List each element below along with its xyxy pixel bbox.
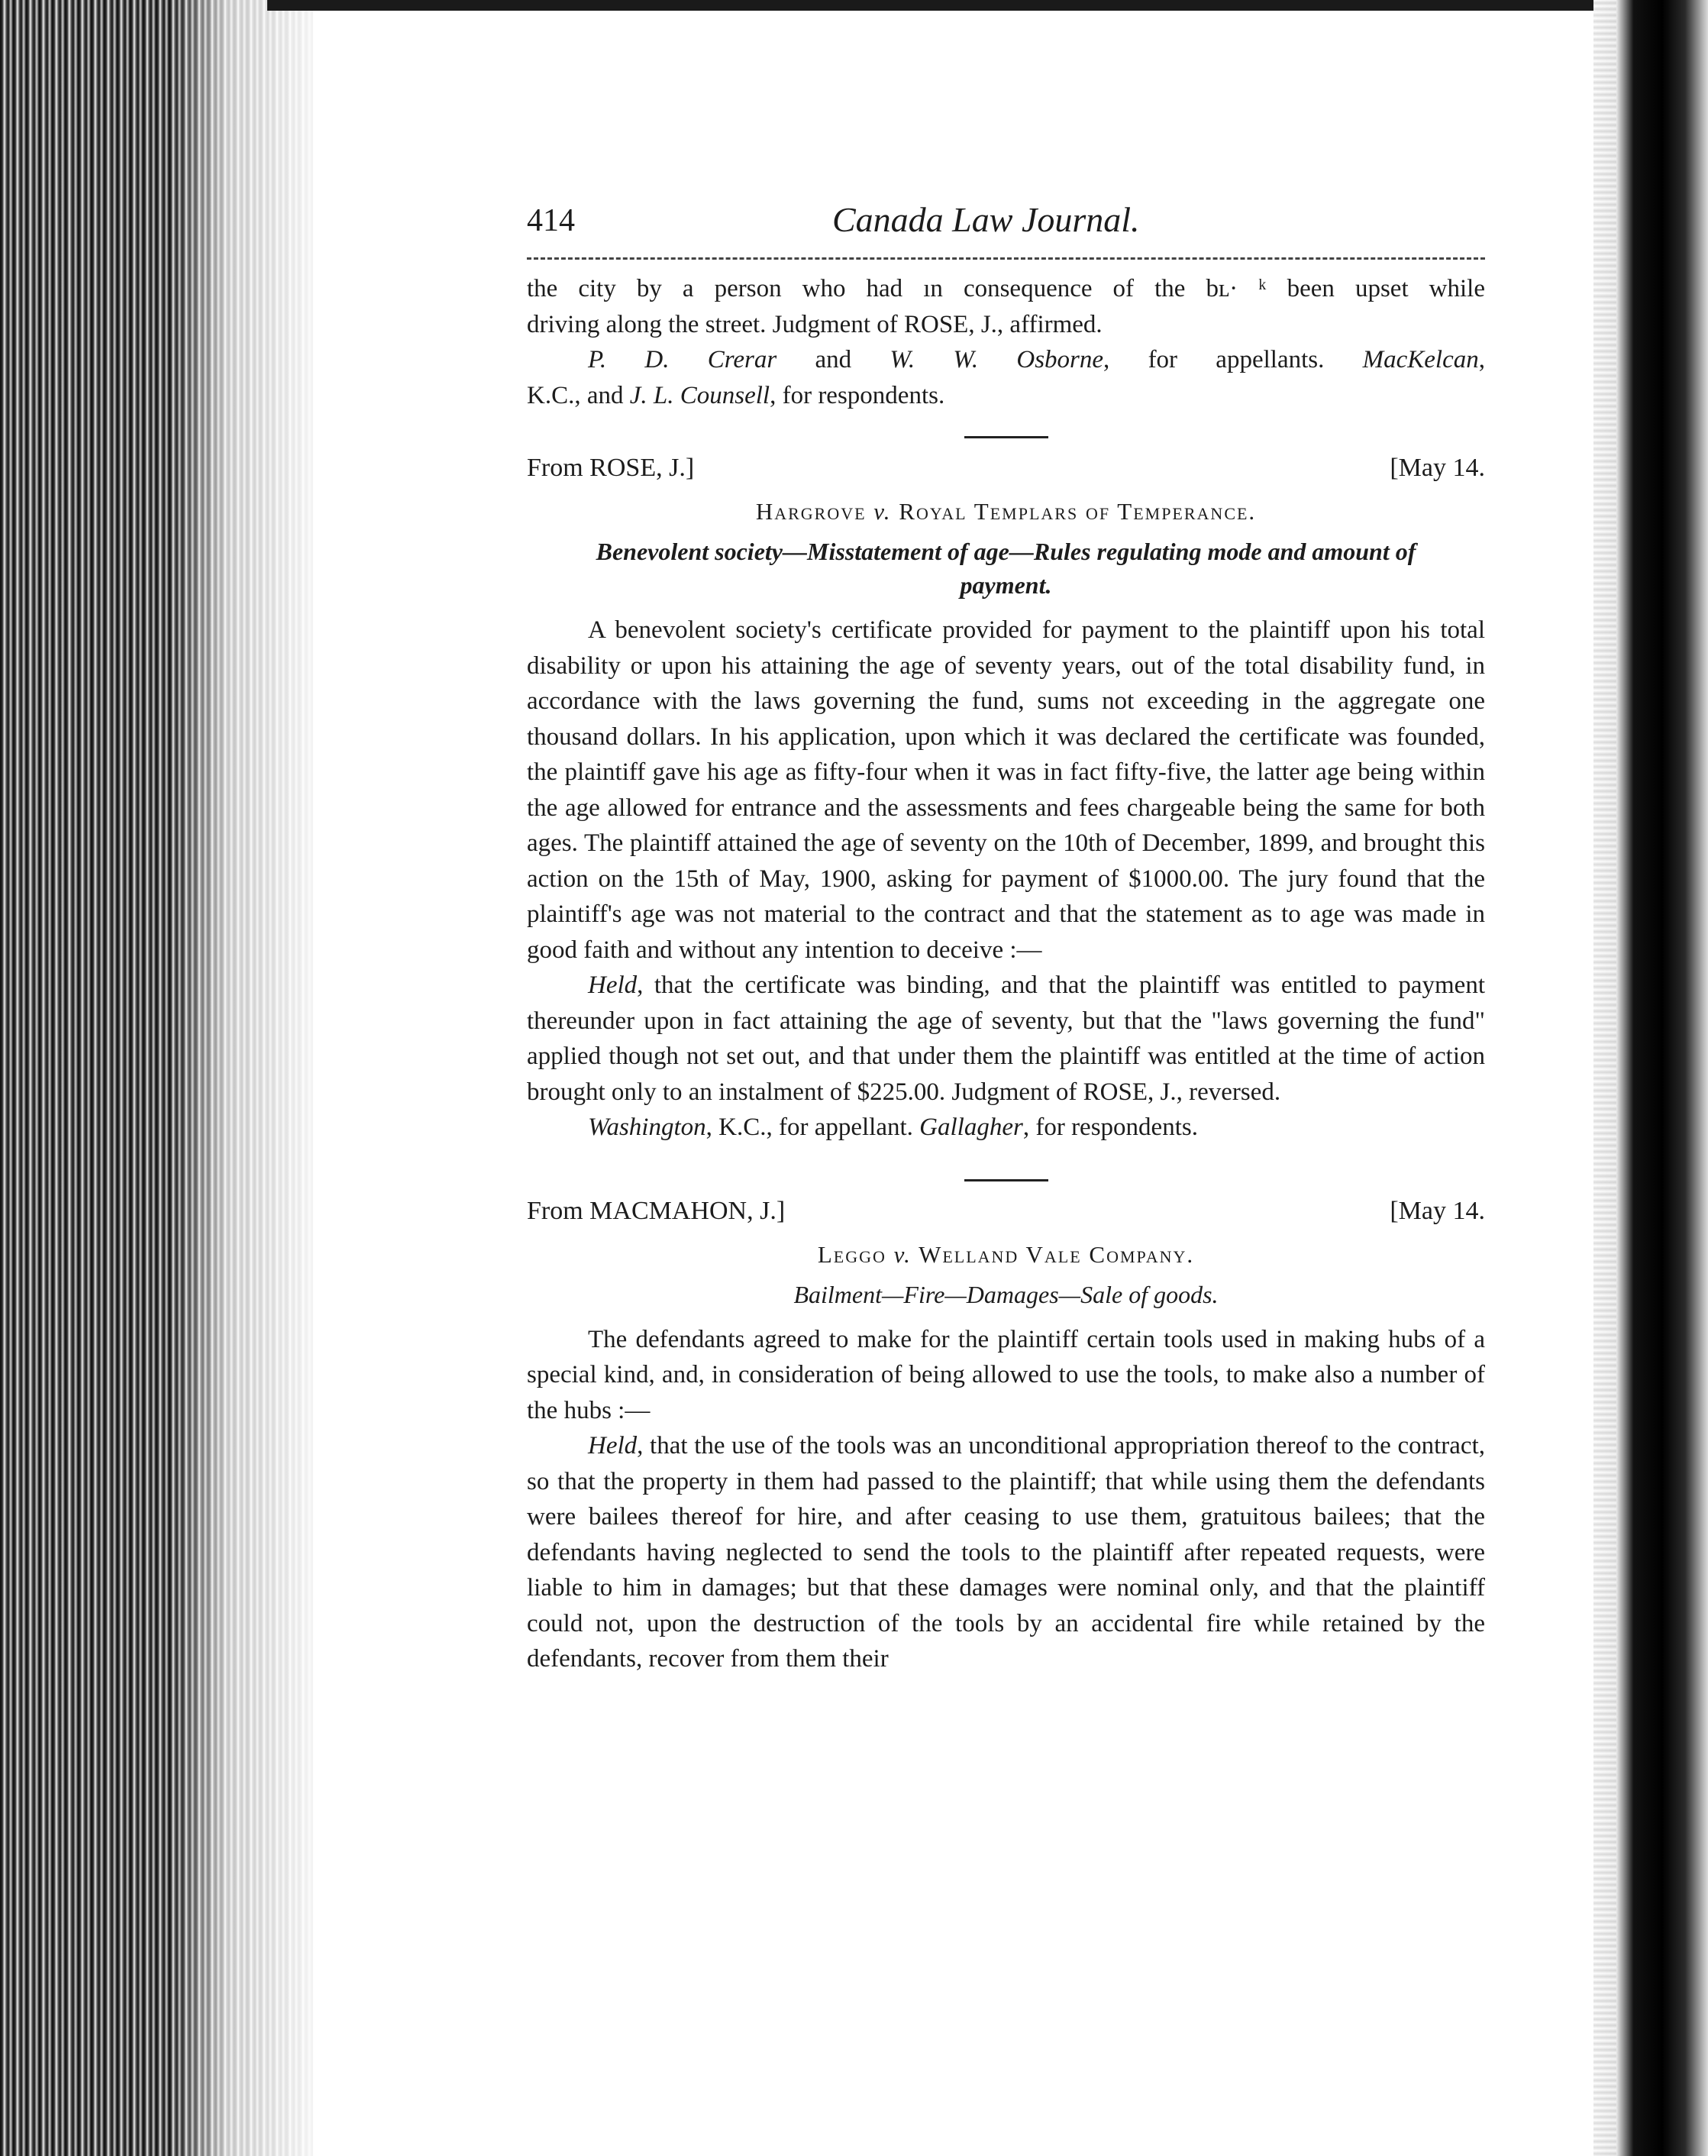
counsel-role: , K.C., for appellant. [705, 1114, 920, 1141]
case-from-line [527, 1194, 1485, 1229]
page-fore-edge [1593, 0, 1708, 2156]
case-leggo [527, 1194, 1485, 1677]
held-text: , that the use of the tools was an unconditional appropriation thereof to the contract, so that the property in them had passed to the plaintiff; that while using them the defendants were bailees thereof for hire, and after ceasing to use them, gratuitous bailees; that the defendants having neglected to send the tools to the plaintiff after repeated requests, were liable to him in damages; but that these damages were nominal only, and that the plaintiff could not, upon the destruction of the tools by an accidental fire while retained by the defendants, recover from them their [527, 1432, 1485, 1673]
counsel-role: K.C., and [527, 381, 630, 409]
case-date: [May 14. [1390, 454, 1485, 482]
running-head [527, 195, 1485, 248]
journal-title: Canada Law Journal. [832, 200, 1140, 239]
case-headnote: Benevolent society—Misstatement of age—Rules regulating mode and amount of payment. [596, 538, 1416, 599]
previous-case-ending [527, 248, 1485, 413]
case-versus: v. [873, 498, 892, 525]
counsel-name: Gallagher [919, 1114, 1023, 1141]
counsel-name: P. D. Crerar [588, 346, 777, 373]
prev-case-counsel-cont [527, 378, 1485, 414]
case-defendant: Royal Templars of Temperance. [899, 498, 1257, 525]
counsel-name: Washington [588, 1114, 706, 1141]
journal-page [527, 195, 1485, 1677]
case-plaintiff: Leggo [817, 1240, 886, 1268]
counsel-name: W. W. Osborne [890, 346, 1104, 373]
prev-case-line-1: the city by a person who had ın consequence of the bʟ· ᵏ been upset while [527, 275, 1485, 302]
counsel-role: , for appellants. [1103, 346, 1363, 373]
counsel-join: and [777, 346, 890, 373]
case-facts-paragraph: A benevolent society's certificate provided for payment to the plaintiff upon his total disability or upon his attaining the age of seventy years, out of the total disability fund, in accordance with the laws governing the fund, sums not exceeding in the aggregate one thousand dollars. In his application, upon which it was declared the certificate was founded, the plaintiff gave his age as fifty-four when it was in fact fifty-five, the latter age being within the age allowed for entrance and the assessments and fees chargeable being the same for both ages. The plaintiff attained the age of seventy on the 10th of December, 1899, and brought this action on the 15th of May, 1900, asking for payment of $1000.00. The jury found that the plaintiff's age was not material to the contract and that the statement as to age was made in good faith and without any intention to deceive :— [527, 616, 1485, 964]
case-held-paragraph [527, 968, 1485, 1110]
case-from-line [527, 451, 1485, 486]
prev-case-counsel [527, 342, 1485, 378]
held-text: , that the certificate was binding, and that the plaintiff was entitled to payment thereunder upon in fact attaining the age of seventy, but that the "laws governing the fund" applied though not set out, and that under them the plaintiff was entitled at the time of action brought only to an instalment of $225.00. Judgment of ROSE, J., reversed. [527, 971, 1485, 1106]
prev-case-line-2: driving along the street. Judgment of ROSE, J., affirmed. [527, 310, 1103, 338]
counsel-role: , for respondents. [1022, 1114, 1198, 1141]
case-versus: v. [893, 1240, 912, 1268]
case-divider [964, 436, 1048, 438]
case-date: [May 14. [1390, 1196, 1485, 1225]
case-from-judge: From ROSE, J.] [527, 454, 695, 482]
scan-top-edge [267, 0, 1603, 11]
page-number: 414 [527, 203, 575, 238]
case-counsel [527, 1110, 1485, 1146]
case-title [527, 1236, 1485, 1273]
counsel-name: J. L. Counsell [629, 381, 770, 409]
counsel-role: , for respondents. [770, 381, 945, 409]
header-rule [527, 257, 1485, 260]
case-defendant: Welland Vale Company. [919, 1240, 1195, 1268]
case-from-judge: From MACMAHON, J.] [527, 1196, 786, 1225]
case-headnote: Bailment—Fire—Damages—Sale of goods. [793, 1280, 1219, 1308]
book-spine-edge [0, 0, 313, 2156]
counsel-name: MacKelcan [1362, 346, 1479, 373]
case-facts-paragraph: The defendants agreed to make for the plaintiff certain tools used in making hubs of a special kind, and, in consideration of being allowed to use the tools, to make also a number of the hubs :— [527, 1325, 1485, 1424]
counsel-role: , [1478, 346, 1485, 373]
case-divider [964, 1179, 1048, 1181]
case-plaintiff: Hargrove [755, 498, 867, 525]
held-word: Held [588, 971, 638, 999]
case-hargrove [527, 451, 1485, 1146]
case-title [527, 493, 1485, 530]
held-word: Held [588, 1432, 638, 1459]
case-held-paragraph [527, 1428, 1485, 1677]
